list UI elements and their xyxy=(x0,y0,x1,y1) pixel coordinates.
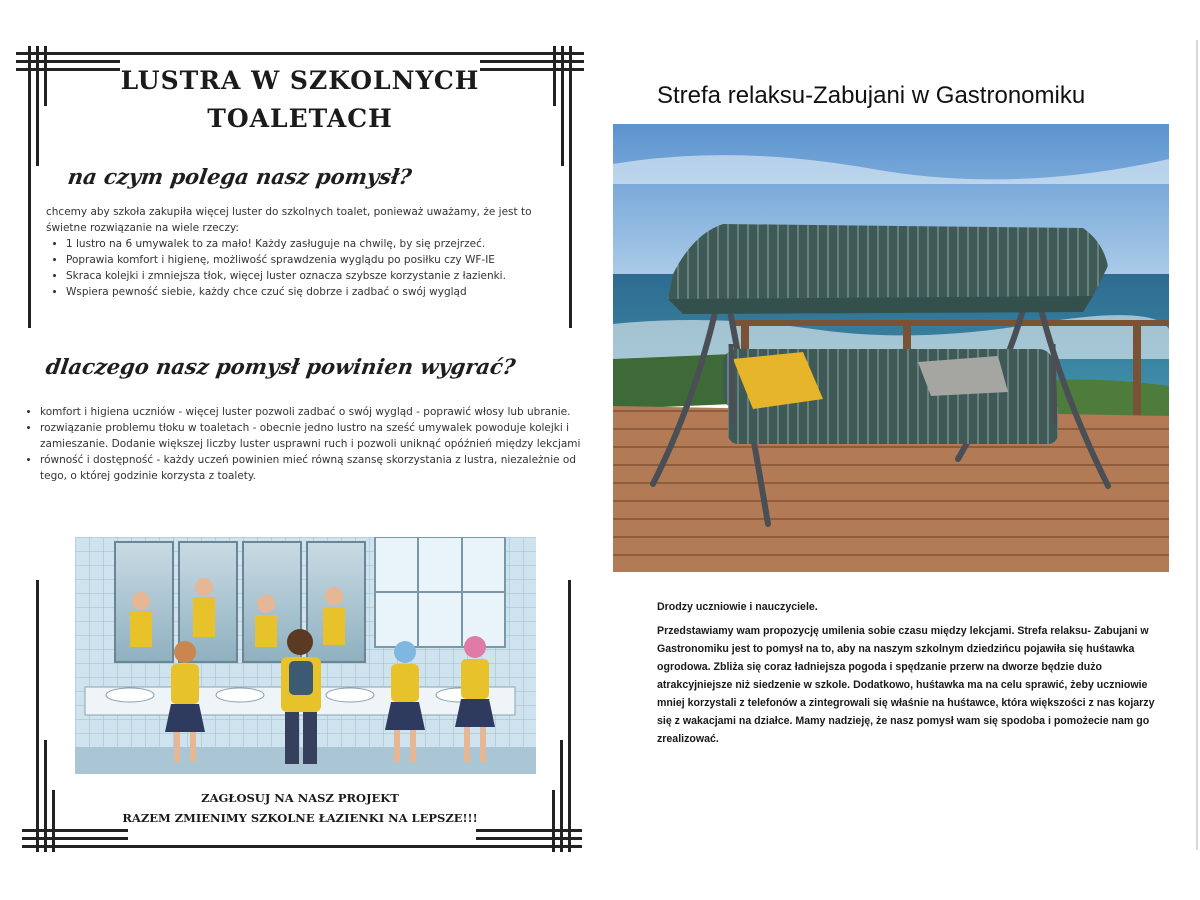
garden-swing-image xyxy=(613,124,1169,572)
intro-text: chcemy aby szkoła zakupiła więcej luster do szkolnych toalet, ponieważ uważamy, że jest to świetne rozwiązanie na wiele rzeczy: xyxy=(46,206,532,234)
letter-body: Przedstawiamy wam propozycję umilenia sobie czasu między lekcjami. Strefa relaksu- Zabujani w Gastronomiku jest to pomysł na to, aby na naszym szkolnym dziedzińcu pojawiła się huśtawka ogrodowa. Zbliża się coraz ładniejsza pogoda i spędzanie przerw na dworze będzie dużo atrakcyjniejsze niż siedzenie w szkole. Dodatkowo, huśtawka ma na celu sprawić, żeby uczniowie mniej korzystali z telefonów a zintegrowali się właśnie na huśtawce, która większości z nas kojarzy się z wakacjami na działce. Mamy nadzieję, że nasz pomysł wam się spodoba i pomożecie nam go zrealizować. xyxy=(657,625,1155,745)
vote-call-to-action xyxy=(100,788,500,828)
idea-description xyxy=(46,204,566,300)
list-item: • rozwiązanie problemu tłoku w toaletach - obecnie jedno lustro na sześć umywalek powoduje kolejki i zamieszanie. Dodanie większej liczby luster usprawni ruch i pozwoli uniknąć opóźnień między lekcjami xyxy=(40,420,588,452)
list-item: • równość i dostępność - każdy uczeń powinien mieć równą szansę skorzystania z lustra, niezależnie od tego, o której godzinie korzysta z toalety. xyxy=(40,452,588,484)
frame-right-bar xyxy=(569,46,572,328)
section-heading-idea: na czym polega nasz pomysł? xyxy=(66,164,414,189)
list-item: • 1 lustro na 6 umywalek to za mało! Każdy zasługuje na chwilę, by się przejrzeć. xyxy=(66,236,566,252)
frame-left-bar xyxy=(44,740,47,852)
frame-left-bar xyxy=(36,46,39,166)
frame-left-bar xyxy=(52,790,55,852)
list-item: • Poprawia komfort i higienę, możliwość sprawdzenia wyglądu po posiłku czy WF-IE xyxy=(66,252,566,268)
frame-right-bar xyxy=(568,580,571,852)
frame-left-bar xyxy=(44,46,47,106)
list-item: • Wspiera pewność siebie, każdy chce czuć się dobrze i zadbać o swój wygląd xyxy=(66,284,566,300)
bathroom-illustration-image xyxy=(75,537,536,774)
poster-title xyxy=(120,62,480,138)
frame-top-line xyxy=(16,52,584,55)
frame-right-bar xyxy=(560,740,563,852)
poster-title-line2: TOALETACH xyxy=(207,104,393,133)
frame-bottom-line xyxy=(22,845,582,848)
frame-right-bar xyxy=(552,790,555,852)
list-item: • Skraca kolejki i zmniejsza tłok, więcej luster oznacza szybsze korzystanie z łazienki. xyxy=(66,268,566,284)
cta-line1: ZAGŁOSUJ NA NASZ PROJEKT xyxy=(201,791,399,805)
list-item: • komfort i higiena uczniów - więcej luster pozwoli zadbać o swój wygląd - poprawić włosy lub ubranie. xyxy=(40,404,588,420)
page-title: Strefa relaksu-Zabujani w Gastronomiku xyxy=(657,82,1086,109)
intro-bullet-list xyxy=(46,236,566,300)
frame-left-bar xyxy=(36,580,39,852)
letter-text xyxy=(657,598,1157,754)
section-heading-why: dlaczego nasz pomysł powinien wygrać? xyxy=(44,354,518,379)
letter-greeting: Drodzy uczniowie i nauczyciele. xyxy=(657,601,818,613)
frame-right-bar xyxy=(561,46,564,166)
frame-top-line xyxy=(16,68,120,71)
cta-line2: RAZEM ZMIENIMY SZKOLNE ŁAZIENKI NA LEPSZE!!! xyxy=(122,811,478,825)
relax-zone-page xyxy=(600,0,1200,900)
frame-bottom-line xyxy=(476,829,582,832)
frame-right-bar xyxy=(553,46,556,106)
poster-title-line1: LUSTRA W SZKOLNYCH xyxy=(120,66,480,95)
reasons-list xyxy=(26,404,588,484)
bathroom-illustration xyxy=(75,537,536,774)
garden-swing-photo xyxy=(613,124,1169,572)
frame-top-line xyxy=(16,60,120,63)
frame-left-bar xyxy=(28,46,31,328)
frame-bottom-line xyxy=(476,837,582,840)
